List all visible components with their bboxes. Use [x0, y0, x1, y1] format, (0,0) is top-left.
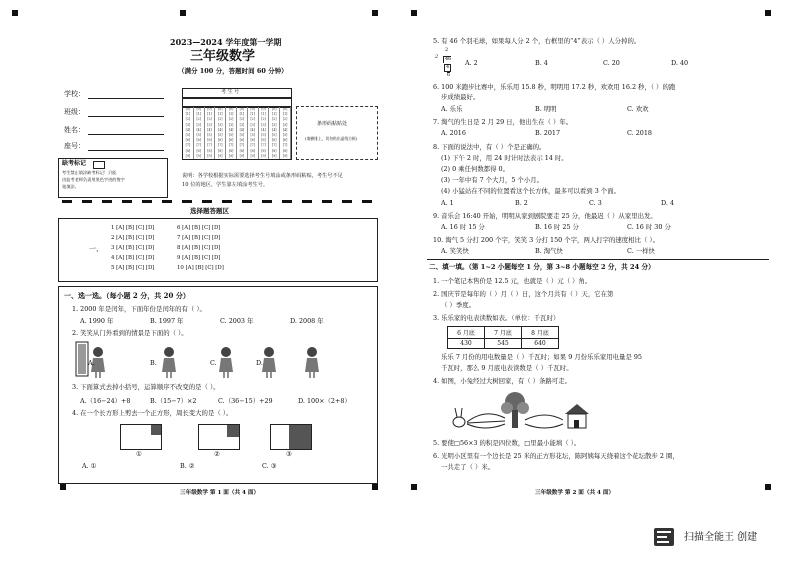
subject-title: 三年级数学 — [190, 49, 256, 64]
answer-row[interactable]: 3 [A] [B] [C] [D] — [111, 245, 155, 251]
q7-option-a: A. 2016 — [441, 129, 466, 137]
fill-question-4: 4. 如图，小兔经过大树回家，有（ ）条路可走。 — [433, 377, 571, 385]
girl-icon — [162, 347, 176, 378]
fill-question-6-cont: 一共走了（ ）米。 — [441, 463, 495, 471]
division-quotient: 2 — [445, 47, 449, 53]
answer-section-label: 一、 — [89, 245, 103, 253]
q8-option-d: D. 4 — [661, 199, 675, 207]
section-divider — [427, 259, 769, 260]
q8-option-c: C. 3 — [589, 199, 602, 207]
fill-question-3: 3. 乐乐家的电表读数如表。（单位：千瓦时） — [433, 314, 560, 322]
registration-mark — [411, 484, 417, 490]
registration-mark — [765, 10, 771, 16]
answer-row[interactable]: 5 [A] [B] [C] [D] — [111, 265, 155, 271]
shape-label-3: ③ — [286, 450, 292, 458]
q8-statement: (2) 0 乘任何数都得 0。 — [441, 165, 510, 173]
class-field-line[interactable] — [88, 116, 164, 117]
registration-mark — [12, 10, 18, 16]
question-8: 8. 下面的说法中，有（ ）个是正确的。 — [433, 143, 546, 151]
q5-option-c: C. 20 — [603, 59, 620, 67]
division-remainder: 6 — [447, 72, 451, 78]
fill-question-2: 2. 国庆节是每年的（ ）月（ ）日，这个月共有（ ）天，它在第 — [433, 290, 614, 298]
q8-option-a: A. 1 — [441, 199, 454, 207]
question-10: 10. 淘气 5 分打 200 个字，笑笑 3 分打 150 个字，两人打字的速度相比（ ）。 — [433, 236, 659, 244]
q7-option-b: B. 2017 — [535, 129, 561, 137]
registration-mark — [765, 484, 771, 490]
absent-box — [58, 158, 168, 198]
answer-row[interactable]: 8 [A] [B] [C] [D] — [177, 245, 221, 251]
shape-label-1: ① — [136, 450, 142, 458]
page-footer: 三年级数学 第 1 面（共 4 面） — [180, 490, 260, 496]
absent-note-line2: 由监考老师负责用黑色字迹的签字 — [62, 177, 125, 182]
q1-option-c: C. 2003 年 — [220, 317, 254, 325]
table-cell: 430 — [448, 339, 485, 349]
answer-row[interactable]: 6 [A] [B] [C] [D] — [177, 225, 221, 231]
fill-question-1: 1. 一个笔记本售价是 12.5 元，也就是（ ）元（ ）角。 — [433, 277, 592, 285]
question-1: 1. 2000 年是闰年，下面年份是闰年的有（ ）。 — [72, 305, 206, 313]
question-2: 2. 笑笑从门外看到的情景是下面的（ ）。 — [72, 329, 188, 337]
school-field-label: 学校： — [64, 90, 85, 98]
barcode-label: 条形码粘贴处 — [317, 121, 348, 127]
exam-number-label: 考 生 号 — [221, 89, 240, 95]
absent-checkbox[interactable] — [93, 161, 105, 169]
table-header: 6 月底 — [448, 327, 485, 339]
rectangle-figure-1 — [120, 424, 162, 450]
rectangle-figure-2 — [198, 424, 240, 450]
girl-icon — [219, 347, 233, 378]
registration-mark — [411, 10, 417, 16]
q10-option-b: B. 淘气快 — [535, 247, 563, 255]
q3-option-c: C.（36−15）+29 — [218, 397, 273, 405]
house-icon — [565, 404, 589, 428]
name-field-line[interactable] — [88, 134, 164, 135]
table-header: 7 月底 — [485, 327, 522, 339]
year-title: 2023—2024 学年度第一学期 — [170, 37, 282, 47]
instruction-line1: 说明：各学校根据实际需要选择考生号填涂或条形码粘贴，考生号不足 — [182, 173, 343, 179]
q8-option-b: B. 2 — [515, 199, 528, 207]
question-6-cont: 步成绩最好。 — [441, 93, 480, 101]
q9-option-b: B. 16 时 25 分 — [535, 223, 579, 231]
q3-option-d: D. 100×（2+8） — [298, 397, 351, 405]
q1-option-a: A. 1990 年 — [80, 317, 114, 325]
meter-table — [447, 326, 559, 349]
shape-label-2: ② — [214, 450, 220, 458]
q5-option-b: B. 4 — [535, 59, 548, 67]
q6-option-b: B. 明明 — [535, 105, 557, 113]
registration-mark — [372, 10, 378, 16]
answer-row[interactable]: 2 [A] [B] [C] [D] — [111, 235, 155, 241]
section2-title: 二、填一填。（第 1~2 小题每空 1 分，第 3~8 小题每空 2 分，共 24 分） — [429, 263, 655, 271]
q5-option-d: D. 40 — [671, 59, 689, 67]
question-9: 9. 音乐会 16:40 开始，明明从家到剧院要走 25 分，他最迟（ ）从家里出发。 — [433, 212, 657, 220]
fill-question-2-cont: （ ）季度。 — [441, 301, 475, 309]
registration-mark — [60, 484, 66, 490]
answer-row[interactable]: 7 [A] [B] [C] [D] — [177, 235, 221, 241]
q8-statement: (1) 下午 2 时，用 24 时计时法表示 14 时。 — [441, 154, 568, 162]
absent-note-line1: 考生禁止填涂缺考标记！只能 — [62, 170, 117, 175]
q5-option-a: A. 2 — [465, 59, 478, 67]
class-field-label: 班级： — [64, 108, 85, 116]
q4-option-b: B. ② — [180, 462, 195, 470]
division-boxed-digit: 4 — [446, 64, 450, 70]
q4-option-a: A. ① — [82, 462, 97, 470]
answer-row[interactable]: 9 [A] [B] [C] [D] — [177, 255, 221, 261]
fill-question-3-line2: 千瓦时，那么 9 月底电表读数是（ ）千瓦时。 — [441, 364, 573, 372]
section1-title: 一、选一选。（每小题 2 分，共 20 分） — [64, 291, 190, 300]
rabbit-icon — [453, 408, 465, 427]
q9-option-c: C. 16 时 30 分 — [627, 223, 671, 231]
q2-option-a: A. — [88, 359, 95, 367]
q6-option-a: A. 乐乐 — [441, 105, 463, 113]
score-note: （满分 100 分，答题时间 60 分钟） — [178, 67, 288, 75]
question-6: 6. 100 米跑步比赛中，乐乐用 15.8 秒，明明用 17.2 秒，欢欢用 16.2 秒，（ ）的跑 — [433, 83, 676, 91]
q8-statement: (3) 一年中有 7 个大月，5 个小月。 — [441, 176, 543, 184]
fill-question-3-line1: 乐乐 7 月份的用电数量是（ ）千瓦时；如果 9 月份乐乐家用电量是 95 — [441, 353, 642, 361]
barcode-area[interactable] — [296, 106, 378, 160]
choice-area-title: 选择题答题区 — [190, 207, 229, 215]
name-field-label: 姓名： — [64, 126, 85, 134]
answer-sheet — [58, 218, 378, 282]
absent-label: 缺考标记 — [62, 160, 87, 167]
exam-page-2: 5. 有 46 个羽毛球，如果每人分 2 个，右框里的“4”表示（ ）人分掉的。 2 2 46 4 6 A. 2 B. 4 C. 20 D. 40 6. 100 米跑步比赛中，乐乐用 15.8 秒，明明用 17.2 秒，欢欢用 16.2 秒，（ ）的跑 步成绩最好。 A. 乐乐 B. 明明 C. 欢欢 7. 淘气的生日是 2 月 29 日，他出生在（ ）年。 A. 2016 B. 2017 C. 2018 8. 下面的说法中，有（ ）个是正确的。 (1) 下午 2 时，用 24 时计时法表示 14 时。 (2) 0 乘任何数都得 0。 (3) 一年中有 7 个大月，5 个小月。 (4) 小猛站在不同的位置看这个长方体，最多可以看到 3 个面。 A. 1 B. 2 C. 3 D. 4 9. 音乐会 16:40 开始，明明从家到剧院要走 25 分，他最迟（ ）从家里出发。 A. 16 时 15 分 B. 16 时 25 分 C. 16 时 30 分 10. 淘气 5 分打 200 个字，笑笑 3 分打 150 个字，两人打字的速度相比（ ）。 A. 笑笑快 B. 淘气快 C. 一样快 二、填一填。（第 1~2 小题每空 1 分，第 3~8 小题每空 2 分，共 24 分） 1. 一个笔记本售价是 12.5 元，也就是（ ）元（ ）角。 2. 国庆节是每年的（ ）月（ ）日，这个月共有（ ）天，它在第 （ ）季度。 3. 乐乐家的电表读数如表。（单位：千瓦时） 6 月底 7 月底 8 月底 430 545 640 乐乐 7 月份的用电数量是（ ）千瓦时；如果 9 月份乐乐家用电量是 95 千瓦时，那么 9 月底电表读数是（ ）千瓦时。 4. 如图，小兔经过大树回家，有（ ）条路可走。 5. 要使□56×3 的积是四位数，□里最小能填（ ）。 6. 光明小区里有一个边长是 25 米的正方形花坛，陈阿姨每天绕着这个花坛散步 2 圈， 一共走了（ ）米。 三年级数学 第 2 面（共 4 面） — [405, 8, 781, 528]
q2-option-b: B. — [150, 359, 157, 367]
question-5: 5. 有 46 个羽毛球，如果每人分 2 个，右框里的“4”表示（ ）人分掉的。 — [433, 37, 641, 45]
q10-option-a: A. 笑笑快 — [441, 247, 469, 255]
seat-field-line[interactable] — [88, 150, 164, 151]
question-4: 4. 在一个长方形上剪去一个正方形，周长变大的是（ ）。 — [72, 409, 233, 417]
q9-option-a: A. 16 时 15 分 — [441, 223, 485, 231]
table-header: 8 月底 — [522, 327, 559, 339]
q2-pictures — [74, 340, 344, 380]
school-field-line[interactable] — [88, 98, 164, 99]
registration-mark — [180, 10, 186, 16]
answer-row[interactable]: 4 [A] [B] [C] [D] — [111, 255, 155, 261]
fill-question-6: 6. 光明小区里有一个边长是 25 米的正方形花坛，陈阿姨每天绕着这个花坛散步 2 圈， — [433, 452, 679, 460]
q10-option-c: C. 一样快 — [627, 247, 655, 255]
scanner-logo-icon — [654, 528, 674, 546]
rabbit-tree-house-picture — [445, 388, 595, 434]
q6-option-c: C. 欢欢 — [627, 105, 649, 113]
answer-row[interactable]: 10 [A] [B] [C] [D] — [177, 265, 224, 271]
question-3: 3. 下面算式去掉小括号，运算顺序不改变的是（ ）。 — [72, 383, 220, 391]
page-footer: 三年级数学 第 2 面（共 4 面） — [535, 490, 615, 496]
q4-option-c: C. ③ — [262, 462, 277, 470]
q1-option-d: D. 2008 年 — [290, 317, 324, 325]
q8-statement: (4) 小猛站在不同的位置看这个长方体，最多可以看到 3 个面。 — [441, 187, 620, 195]
q1-option-b: B. 1997 年 — [150, 317, 184, 325]
girl-icon — [305, 347, 319, 378]
tree-icon — [501, 392, 529, 428]
exam-number-bubble-grid[interactable]: [0] [0] [0] [0] [0] [0] [0] [0] [0] [0] [1] [1] [1] [1] [1] [1] [1] [1] [1] [1] [2] [2] [2] [2] [2] [2] [2] [2] [2] [2] [3] [3] [3] [3] [3] [3] [3] [3] [3] [3] [4] [4] [4] [4] [4] [4] [4] [4] [4] [4] [5] [5] [5] [5] [5] [5] [5] [5] [5] [5] [6] [6] [6] [6] [6] [6] [6] [6] [6] [6] [7] [7] [7] [7] [7] [7] [7] [7] [7] [7] [8] [8] [8] [8] [8] [8] [8] [8] [8] [8] [9] [9] [9] [9] [9] [9] [9] [9] [9] [9] — [182, 106, 292, 160]
division-dividend: 46 — [445, 56, 452, 62]
q3-option-a: A.（16−24）+8 — [80, 397, 131, 405]
scanner-watermark-text: 扫描全能王 创建 — [684, 532, 758, 543]
table-cell: 545 — [485, 339, 522, 349]
rectangle-figure-3 — [270, 424, 312, 450]
registration-mark — [372, 484, 378, 490]
instruction-line2: 10 位的地区，学生靠左填涂考生号。 — [182, 182, 269, 188]
q2-option-c: C. — [210, 359, 217, 367]
girl-icon — [262, 347, 276, 378]
seat-field-label: 座号： — [64, 142, 85, 150]
barcode-note: (请横排上，切勿贴出虚线方框) — [305, 136, 358, 141]
q7-option-c: C. 2018 — [627, 129, 652, 137]
table-cell: 640 — [522, 339, 559, 349]
q2-option-d: D. — [256, 359, 263, 367]
exam-page-1 — [10, 8, 386, 528]
answer-row[interactable]: 1 [A] [B] [C] [D] — [111, 225, 155, 231]
q3-option-b: B.（15−7）×2 — [150, 397, 197, 405]
door-panel — [78, 344, 86, 374]
question-7: 7. 淘气的生日是 2 月 29 日，他出生在（ ）年。 — [433, 118, 573, 126]
absent-note-line3: 笔填涂。 — [62, 184, 79, 189]
fill-question-5: 5. 要使□56×3 的积是四位数，□里最小能填（ ）。 — [433, 439, 581, 447]
